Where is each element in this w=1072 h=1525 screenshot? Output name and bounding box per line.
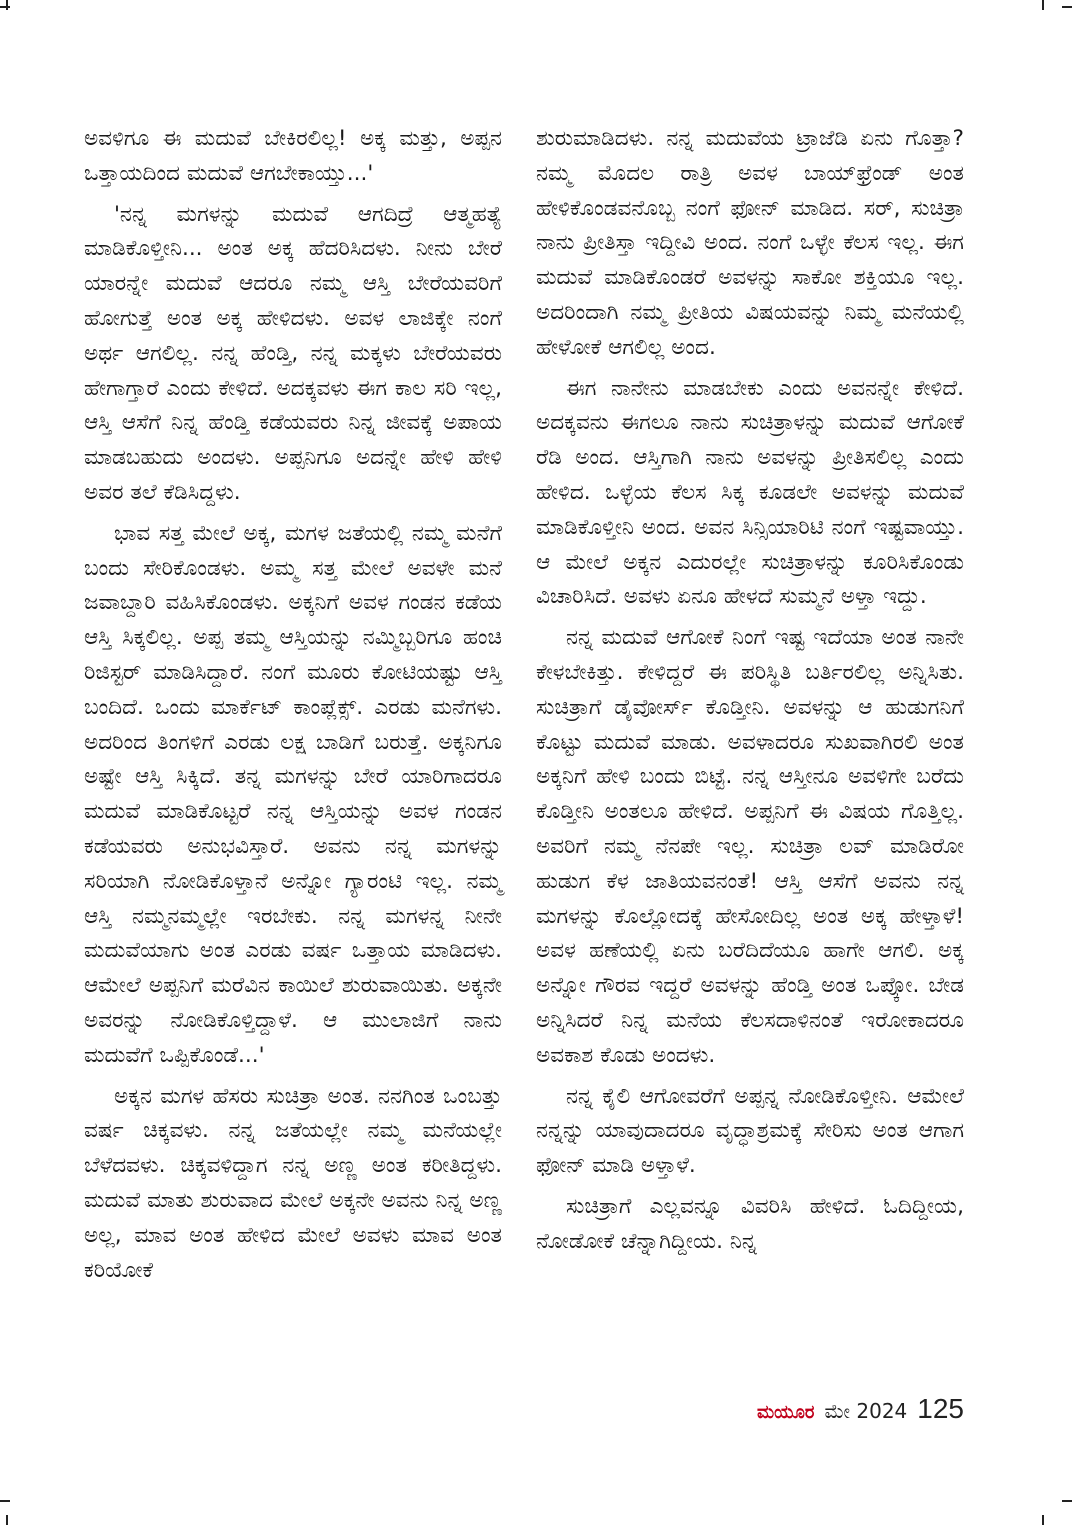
paragraph: 'ನನ್ನ ಮಗಳನ್ನು ಮದುವೆ ಆಗದಿದ್ರೆ ಆತ್ಮಹತ್ಯೆ ಮಾಡಿಕೊಳ್ತೀನಿ... ಅಂತ ಅಕ್ಕ ಹೆದರಿಸಿದಳು. ನೀನು ಬೇರೆ ಯಾರನ್ನೇ ಮದುವೆ ಆದರೂ ನಮ್ಮ ಆಸ್ತಿ ಬೇರೆಯವರಿಗೆ ಹೋಗುತ್ತೆ ಅಂತ ಅಕ್ಕ ಹೇಳಿದಳು. ಅವಳ ಲಾಜಿಕ್ಕೇ ನಂಗೆ ಅರ್ಥ ಆಗಲಿಲ್ಲ. ನನ್ನ ಹೆಂಡ್ತಿ, ನನ್ನ ಮಕ್ಕಳು ಬೇರೆಯವರು ಹೇಗಾಗ್ತಾರೆ ಎಂದು ಕೇಳಿದೆ. ಅದಕ್ಕವಳು ಈಗ ಕಾಲ ಸರಿ ಇಲ್ಲ, ಆಸ್ತಿ ಆಸೆಗೆ ನಿನ್ನ ಹೆಂಡ್ತಿ ಕಡೆಯವರು ನಿನ್ನ ಜೀವಕ್ಕೆ ಅಪಾಯ ಮಾಡಬಹುದು ಅಂದಳು. ಅಪ್ಪನಿಗೂ ಅದನ್ನೇ ಹೇಳಿ ಹೇಳಿ ಅವರ ತಲೆ ಕೆಡಿಸಿದ್ದಳು. bbox=[84, 201, 502, 505]
crop-mark bbox=[0, 1500, 10, 1502]
crop-mark bbox=[6, 0, 8, 10]
crop-mark bbox=[0, 6, 10, 8]
paragraph: ಶುರುಮಾಡಿದಳು. ನನ್ನ ಮದುವೆಯ ಟ್ರಾಜೆಡಿ ಏನು ಗೊತ್ತಾ? ನಮ್ಮ ಮೊದಲ ರಾತ್ರಿ ಅವಳ ಬಾಯ್‌ಫ್ರೆಂಡ್ ಅಂತ ಹೇಳಿಕೊಂಡವನೊಬ್ಬ ನಂಗೆ ಫೋನ್ ಮಾಡಿದ. ಸರ್, ಸುಚಿತ್ರಾ ನಾನು ಪ್ರೀತಿಸ್ತಾ ಇದ್ದೀವಿ ಅಂದ. ನಂಗೆ ಒಳ್ಳೇ ಕೆಲಸ ಇಲ್ಲ. ಈಗ ಮದುವೆ ಮಾಡಿಕೊಂಡರೆ ಅವಳನ್ನು ಸಾಕೋ ಶಕ್ತಿಯೂ ಇಲ್ಲ. ಅದರಿಂದಾಗಿ ನಮ್ಮ ಪ್ರೀತಿಯ ವಿಷಯವನ್ನು ನಿಮ್ಮ ಮನೆಯಲ್ಲಿ ಹೇಳೋಕೆ ಆಗಲಿಲ್ಲ ಅಂದ. bbox=[536, 126, 964, 360]
paragraph: ಭಾವ ಸತ್ತ ಮೇಲೆ ಅಕ್ಕ, ಮಗಳ ಜತೆಯಲ್ಲಿ ನಮ್ಮ ಮನೆಗೆ ಬಂದು ಸೇರಿಕೊಂಡಳು. ಅಮ್ಮ ಸತ್ತ ಮೇಲೆ ಅವಳೇ ಮನೆ ಜವಾಬ್ದಾರಿ ವಹಿಸಿಕೊಂಡಳು. ಅಕ್ಕನಿಗೆ ಅವಳ ಗಂಡನ ಕಡೆಯ ಆಸ್ತಿ ಸಿಕ್ಕಲಿಲ್ಲ. ಅಪ್ಪ ತಮ್ಮ ಆಸ್ತಿಯನ್ನು ನಮ್ಮಿಬ್ಬರಿಗೂ ಹಂಚಿ ರಿಜಿಸ್ಟರ್ ಮಾಡಿಸಿದ್ದಾರೆ. ನಂಗೆ ಮೂರು ಕೋಟಿಯಷ್ಟು ಆಸ್ತಿ ಬಂದಿದೆ. ಒಂದು ಮಾರ್ಕೆಟ್ ಕಾಂಪ್ಲೆಕ್ಸ್. ಎರಡು ಮನೆಗಳು. ಅದರಿಂದ ತಿಂಗಳಿಗೆ ಎರಡು ಲಕ್ಷ ಬಾಡಿಗೆ ಬರುತ್ತೆ. ಅಕ್ಕನಿಗೂ ಅಷ್ಟೇ ಆಸ್ತಿ ಸಿಕ್ಕಿದೆ. ತನ್ನ ಮಗಳನ್ನು ಬೇರೆ ಯಾರಿಗಾದರೂ ಮದುವೆ ಮಾಡಿಕೊಟ್ಟರೆ ನನ್ನ ಆಸ್ತಿಯನ್ನು ಅವಳ ಗಂಡನ ಕಡೆಯವರು ಅನುಭವಿಸ್ತಾರೆ. ಅವನು ನನ್ನ ಮಗಳನ್ನು ಸರಿಯಾಗಿ ನೋಡಿಕೊಳ್ತಾನೆ ಅನ್ನೋ ಗ್ಯಾರಂಟಿ ಇಲ್ಲ. ನಮ್ಮ ಆಸ್ತಿ ನಮ್ಮನಮ್ಮಲ್ಲೇ ಇರಬೇಕು. ನನ್ನ ಮಗಳನ್ನ ನೀನೇ ಮದುವೆಯಾಗು ಅಂತ ಎರಡು ವರ್ಷ ಒತ್ತಾಯ ಮಾಡಿದಳು. ಆಮೇಲೆ ಅಪ್ಪನಿಗೆ ಮರೆವಿನ ಕಾಯಿಲೆ ಶುರುವಾಯಿತು. ಅಕ್ಕನೇ ಅವರನ್ನು ನೋಡಿಕೊಳ್ತಿದ್ದಾಳೆ. ಆ ಮುಲಾಜಿಗೆ ನಾನು ಮದುವೆಗೆ ಒಪ್ಪಿಕೊಂಡೆ...' bbox=[84, 520, 502, 1068]
issue-date: ಮೇ 2024 bbox=[824, 1399, 908, 1423]
crop-mark bbox=[6, 1515, 8, 1525]
right-column bbox=[536, 122, 964, 1266]
paragraph: ಸುಚಿತ್ರಾಗೆ ಎಲ್ಲವನ್ನೂ ವಿವರಿಸಿ ಹೇಳಿದೆ. ಓದಿದ್ದೀಯ, ನೋಡೋಕೆ ಚೆನ್ನಾಗಿದ್ದೀಯ. ನಿನ್ನ bbox=[536, 1193, 964, 1254]
paragraph: ನನ್ನ ಮದುವೆ ಆಗೋಕೆ ನಿಂಗೆ ಇಷ್ಟ ಇದೆಯಾ ಅಂತ ನಾನೇ ಕೇಳಬೇಕಿತ್ತು. ಕೇಳಿದ್ದರೆ ಈ ಪರಿಸ್ಥಿತಿ ಬರ್ತಿರಲಿಲ್ಲ ಅನ್ನಿಸಿತು. ಸುಚಿತ್ರಾಗೆ ಡೈವೋರ್ಸ್ ಕೊಡ್ತೀನಿ. ಅವಳನ್ನು ಆ ಹುಡುಗನಿಗೆ ಕೊಟ್ಟು ಮದುವೆ ಮಾಡು. ಅವಳಾದರೂ ಸುಖವಾಗಿರಲಿ ಅಂತ ಅಕ್ಕನಿಗೆ ಹೇಳಿ ಬಂದು ಬಿಟ್ಟೆ. ನನ್ನ ಆಸ್ತೀನೂ ಅವಳಿಗೇ ಬರೆದು ಕೊಡ್ತೀನಿ ಅಂತಲೂ ಹೇಳಿದೆ. ಅಪ್ಪನಿಗೆ ಈ ವಿಷಯ ಗೊತ್ತಿಲ್ಲ. ಅವರಿಗೆ ನಮ್ಮ ನೆನಪೇ ಇಲ್ಲ. ಸುಚಿತ್ರಾ ಲವ್ ಮಾಡಿರೋ ಹುಡುಗ ಕೆಳ ಜಾತಿಯವನಂತೆ! ಆಸ್ತಿ ಆಸೆಗೆ ಅವನು ನನ್ನ ಮಗಳನ್ನು ಕೊಲ್ಲೋದಕ್ಕೆ ಹೇಸೋದಿಲ್ಲ ಅಂತ ಅಕ್ಕ ಹೇಳ್ತಾಳೆ! ಅವಳ ಹಣೆಯಲ್ಲಿ ಏನು ಬರೆದಿದೆಯೂ ಹಾಗೇ ಆಗಲಿ. ಅಕ್ಕ ಅನ್ನೋ ಗೌರವ ಇದ್ದರೆ ಅವಳನ್ನು ಹೆಂಡ್ತಿ ಅಂತ ಒಪ್ಕೋ. ಬೇಡ ಅನ್ನಿಸಿದರೆ ನಿನ್ನ ಮನೆಯ ಕೆಲಸದಾಳಿನಂತೆ ಇರೋಕಾದರೂ ಅವಕಾಶ ಕೊಡು ಅಂದಳು. bbox=[536, 625, 964, 1068]
magazine-logo: ಮಯೂರ bbox=[757, 1402, 815, 1423]
crop-mark bbox=[1042, 1515, 1044, 1525]
crop-mark bbox=[1062, 1500, 1072, 1502]
paragraph: ಅಕ್ಕನ ಮಗಳ ಹೆಸರು ಸುಚಿತ್ರಾ ಅಂತ. ನನಗಿಂತ ಒಂಬತ್ತು ವರ್ಷ ಚಿಕ್ಕವಳು. ನನ್ನ ಜತೆಯಲ್ಲೇ ನಮ್ಮ ಮನೆಯಲ್ಲೇ ಬೆಳೆದವಳು. ಚಿಕ್ಕವಳಿದ್ದಾಗ ನನ್ನ ಅಣ್ಣ ಅಂತ ಕರೀತಿದ್ದಳು. ಮದುವೆ ಮಾತು ಶುರುವಾದ ಮೇಲೆ ಅಕ್ಕನೇ ಅವನು ನಿನ್ನ ಅಣ್ಣ ಅಲ್ಲ, ಮಾವ ಅಂತ ಹೇಳಿದ ಮೇಲೆ ಅವಳು ಮಾವ ಅಂತ ಕರಿಯೋಕೆ bbox=[84, 1083, 502, 1283]
left-column bbox=[84, 122, 502, 1294]
paragraph: ನನ್ನ ಕೈಲಿ ಆಗೋವರೆಗೆ ಅಪ್ಪನ್ನ ನೋಡಿಕೊಳ್ತೀನಿ. ಆಮೇಲೆ ನನ್ನನ್ನು ಯಾವುದಾದರೂ ವೃದ್ಧಾಶ್ರಮಕ್ಕೆ ಸೇರಿಸು ಅಂತ ಆಗಾಗ ಫೋನ್ ಮಾಡಿ ಅಳ್ತಾಳೆ. bbox=[536, 1083, 964, 1179]
paragraph: ಈಗ ನಾನೇನು ಮಾಡಬೇಕು ಎಂದು ಅವನನ್ನೇ ಕೇಳಿದೆ. ಅದಕ್ಕವನು ಈಗಲೂ ನಾನು ಸುಚಿತ್ರಾಳನ್ನು ಮದುವೆ ಆಗೋಕೆ ರೆಡಿ ಅಂದ. ಆಸ್ತಿಗಾಗಿ ನಾನು ಅವಳನ್ನು ಪ್ರೀತಿಸಲಿಲ್ಲ ಎಂದು ಹೇಳಿದ. ಒಳ್ಳೆಯ ಕೆಲಸ ಸಿಕ್ಕ ಕೂಡಲೇ ಅವಳನ್ನು ಮದುವೆ ಮಾಡಿಕೊಳ್ತೀನಿ ಅಂದ. ಅವನ ಸಿನ್ಸಿಯಾರಿಟಿ ನಂಗೆ ಇಷ್ಟವಾಯ್ತು. ಆ ಮೇಲೆ ಅಕ್ಕನ ಎದುರಲ್ಲೇ ಸುಚಿತ್ರಾಳನ್ನು ಕೂರಿಸಿಕೊಂಡು ವಿಚಾರಿಸಿದೆ. ಅವಳು ಏನೂ ಹೇಳದೆ ಸುಮ್ಮನೆ ಅಳ್ತಾ ಇದ್ದು. bbox=[536, 375, 964, 610]
page-number: 125 bbox=[917, 1393, 964, 1424]
page-footer bbox=[757, 1393, 964, 1429]
crop-mark bbox=[1042, 0, 1044, 10]
paragraph: ಅವಳಿಗೂ ಈ ಮದುವೆ ಬೇಕಿರಲಿಲ್ಲ! ಅಕ್ಕ ಮತ್ತು, ಅಪ್ಪನ ಒತ್ತಾಯದಿಂದ ಮದುವೆ ಆಗಬೇಕಾಯ್ತು...' bbox=[84, 126, 502, 186]
crop-mark bbox=[1062, 6, 1072, 8]
